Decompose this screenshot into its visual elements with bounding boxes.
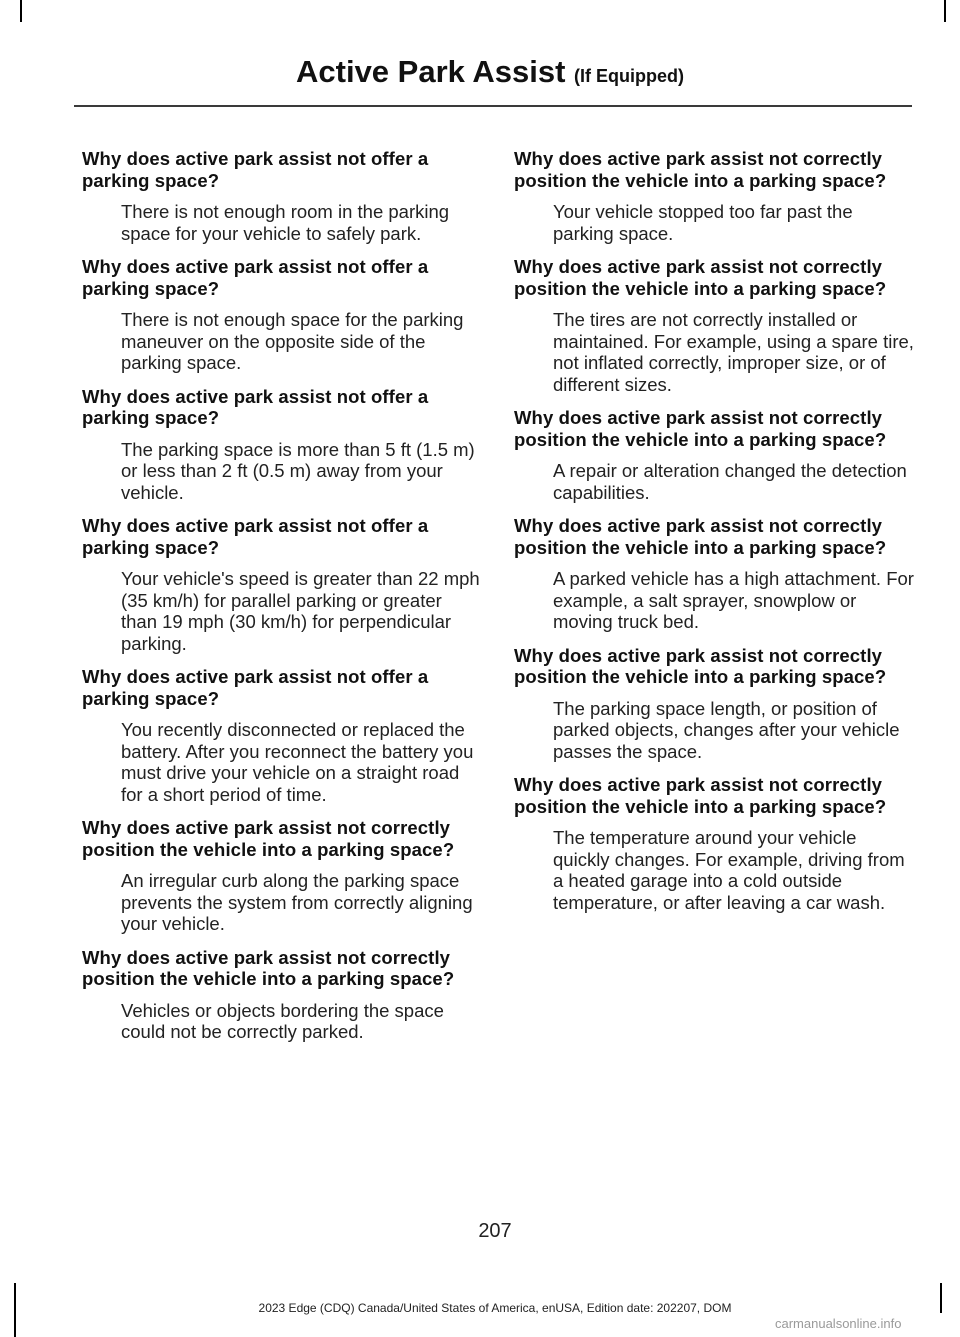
question: Why does active park assist not offer a parking space? xyxy=(82,666,429,709)
question: Why does active park assist not correctly position the vehicle into a parking space? xyxy=(514,774,887,817)
qa-item xyxy=(514,148,914,244)
answer: The parking space length, or position of parked objects, changes after your vehicle passes the space. xyxy=(553,697,900,762)
answer: Vehicles or objects bordering the space could not be correctly parked. xyxy=(121,999,444,1042)
header-divider xyxy=(74,105,912,107)
question: Why does active park assist not correctly position the vehicle into a parking space? xyxy=(514,148,887,191)
question: Why does active park assist not correctly position the vehicle into a parking space? xyxy=(82,817,455,860)
page-number: 207 xyxy=(478,1220,512,1242)
page-title-suffix: (If Equipped) xyxy=(574,66,684,86)
qa-item xyxy=(514,515,914,633)
qa-item xyxy=(82,148,482,244)
crop-mark-top-right xyxy=(944,0,946,22)
qa-item xyxy=(82,817,482,935)
right-column xyxy=(514,148,914,925)
left-column xyxy=(82,148,482,1055)
crop-mark-top-left xyxy=(20,0,22,22)
answer: There is not enough room in the parking space for your vehicle to safely park. xyxy=(121,201,450,244)
answer: A parked vehicle has a high attachment. For example, a salt sprayer, snowplow or moving truck bed. xyxy=(553,568,914,632)
watermark: carmanualsonline.info xyxy=(775,1316,902,1331)
answer: Your vehicle's speed is greater than 22 mph (35 km/h) for parallel parking or greater than 19 mph (30 km/h) for perpendicular parking. xyxy=(121,568,480,654)
qa-item xyxy=(514,645,914,763)
qa-item xyxy=(514,774,914,913)
answer: There is not enough space for the parking maneuver on the opposite side of the parking space. xyxy=(121,309,464,373)
qa-item xyxy=(514,256,914,395)
question: Why does active park assist not correctly position the vehicle into a parking space? xyxy=(514,515,887,558)
question: Why does active park assist not correctly position the vehicle into a parking space? xyxy=(514,407,887,450)
qa-item xyxy=(82,947,482,1043)
qa-item xyxy=(82,666,482,805)
question: Why does active park assist not correctly position the vehicle into a parking space? xyxy=(82,946,455,989)
qa-item xyxy=(82,515,482,654)
answer: The temperature around your vehicle quickly changes. For example, driving from a heated garage into a cold outside temperature, or after leaving a car wash. xyxy=(553,827,905,913)
answer: Your vehicle stopped too far past the parking space. xyxy=(553,201,853,244)
answer: The tires are not correctly installed or maintained. For example, using a spare tire, not inflated correctly, improper size, or of different sizes. xyxy=(553,309,914,395)
question: Why does active park assist not offer a parking space? xyxy=(82,148,429,191)
qa-item xyxy=(82,386,482,504)
footer-edition-info: 2023 Edge (CDQ) Canada/United States of America, enUSA, Edition date: 202207, DOM xyxy=(258,1301,732,1315)
question: Why does active park assist not correctly position the vehicle into a parking space? xyxy=(514,644,887,687)
page-title xyxy=(0,54,960,90)
answer: You recently disconnected or replaced the battery. After you reconnect the battery you must drive your vehicle on a straight road for a short period of time. xyxy=(121,719,474,805)
question: Why does active park assist not offer a parking space? xyxy=(82,256,429,299)
qa-item xyxy=(514,407,914,503)
question: Why does active park assist not offer a parking space? xyxy=(82,385,429,428)
page-title-text: Active Park Assist xyxy=(296,54,566,89)
answer: A repair or alteration changed the detection capabilities. xyxy=(553,460,907,503)
answer: The parking space is more than 5 ft (1.5 m) or less than 2 ft (0.5 m) away from your vehicle. xyxy=(121,438,475,503)
question: Why does active park assist not correctly position the vehicle into a parking space? xyxy=(514,256,887,299)
qa-item xyxy=(82,256,482,374)
question: Why does active park assist not offer a parking space? xyxy=(82,515,429,558)
answer: An irregular curb along the parking space prevents the system from correctly aligning your vehicle. xyxy=(121,870,473,934)
